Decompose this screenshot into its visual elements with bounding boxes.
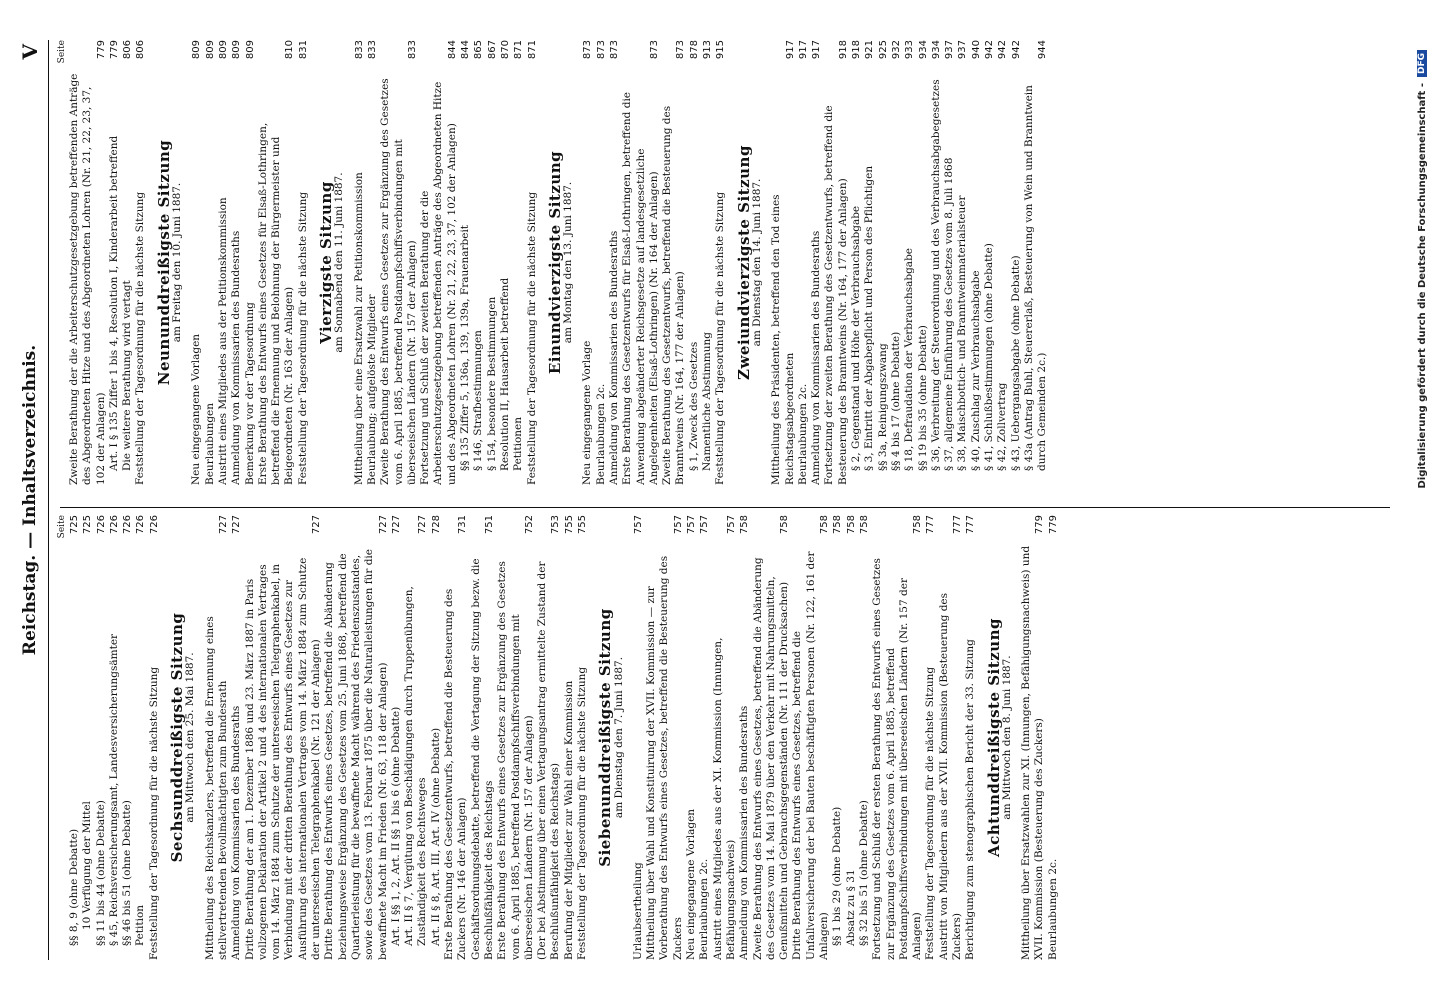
toc-entry-text: Erste Berathung des Entwurfs eines Gesetzes für Elsaß-Lothringen, betreffend die Ernennung und Belohnung der Bürgermeister und Beigeordneten (Nr. 163 der Anlagen) <box>256 122 296 485</box>
toc-entry-text: Beurlaubungen 2c. <box>1046 858 1059 960</box>
toc-entry-page: 873 <box>608 40 620 60</box>
toc-entry-text: § 36, Verbreitung der Steuerordnung und des Verbrauchsabgabegesetzes <box>929 79 942 471</box>
toc-entry-page: 726 <box>135 515 147 535</box>
session-heading: Siebenunddreißigste Sitzung <box>596 608 615 867</box>
toc-entry-page: 726 <box>148 515 160 535</box>
page-title: Reichstag. — Inhaltsverzeichnis. <box>20 344 40 656</box>
toc-entry <box>217 40 230 485</box>
toc-entry <box>701 40 714 485</box>
toc-entry-page: 917 <box>797 40 809 60</box>
toc-entry-text: 10 Verfügung der Mittel <box>81 801 94 930</box>
toc-entry-page: 806 <box>135 40 147 60</box>
toc-entry-page: 725 <box>69 515 80 535</box>
toc-entry <box>688 40 701 485</box>
toc-entry <box>403 515 430 960</box>
toc-entry <box>230 515 243 960</box>
toc-entry-page: 917 <box>811 40 823 60</box>
toc-entry <box>536 515 563 960</box>
toc-entry-page: 757 <box>672 515 684 535</box>
toc-entry-text: §§ 3a, Reinigungszwang <box>876 343 889 471</box>
toc-entry-text: Feststellung der Tagesordnung für die nächste Sitzung <box>575 666 588 960</box>
toc-entry-page: 757 <box>632 515 644 535</box>
toc-entry-text: Feststellung der Tagesordnung für die nächste Sitzung <box>296 191 309 485</box>
toc-entry <box>1023 40 1050 485</box>
toc-entry-text: Beurlaubungen 2c. <box>594 383 607 485</box>
toc-entry-text: §§ 19 bis 35 (ohne Debatte) <box>916 325 929 471</box>
list-items <box>204 515 590 960</box>
toc-entry-text: § 40, Zuschlag zur Verbrauchsabgabe <box>969 270 982 471</box>
toc-entry <box>68 40 108 485</box>
toc-entry <box>108 515 121 960</box>
toc-entry-text: Anmeldung von Kommissarien des Bundesraths <box>230 705 243 960</box>
toc-entry-text: Geschäftsordnungsdebatte, betreffend die Vertagung der Sitzung bezw. die Beschlußfähigkeit des Reichstags <box>469 558 495 960</box>
right-column <box>56 40 1396 485</box>
toc-entry <box>831 515 844 960</box>
toc-entry <box>353 40 366 485</box>
list-items <box>770 40 1049 485</box>
toc-entry-text: Zweite Berathung des Entwurfs eines Gesetzes zur Ergänzung des Gesetzes vom 6. April 1885, betreffend Postdampfschiffsverbindungen mit überseeischen Ländern (Nr. 157 der Anlagen) <box>379 78 418 485</box>
toc-entry <box>685 515 698 960</box>
toc-entry-text: Fortsetzung und Schluß der ersten Berathung des Entwurfs eines Gesetzes zur Ergänzung des Gesetzes vom 6. April 1885, betreffend Postdampfschiffsverbindungen mit überseeischen Ländern (Nr. 157 der Anlagen) <box>871 558 924 960</box>
toc-entry-page: 727 <box>311 515 323 535</box>
toc-entry-page: 940 <box>970 40 982 60</box>
toc-entry <box>257 40 297 485</box>
toc-entry-page: 937 <box>944 40 956 60</box>
toc-entry <box>581 40 594 485</box>
toc-entry <box>443 515 470 960</box>
toc-entry-text: Feststellung der Tagesordnung für die nächste Sitzung <box>714 191 727 485</box>
toc-entry-page: 758 <box>739 515 751 535</box>
toc-entry-text: Anmeldung von Kommissarien des Bundesraths <box>738 705 751 960</box>
toc-entry-text: Mittheilung des Präsidenten, betreffend den Tod eines Reichstagsabgeordneten <box>770 194 796 485</box>
toc-entry-text: Bemerkung vor der Tagesordnung <box>243 302 256 485</box>
toc-entry <box>563 515 576 960</box>
toc-entry-text: § 146, Strafbestimmungen <box>472 330 485 471</box>
toc-entry-page: 751 <box>483 515 495 535</box>
toc-entry-text: §§ 11 bis 44 (ohne Debatte) <box>94 800 107 946</box>
toc-entry-text: § 41, Schlußbestimmungen (ohne Debatte) <box>983 243 995 471</box>
toc-entry-text: § 1, Zweck des Gesetzes <box>687 341 700 471</box>
toc-entry <box>204 40 217 485</box>
toc-entry-text: Beurlaubungen <box>203 402 216 485</box>
session-heading: Achtunddreißigste Sitzung <box>984 617 1003 858</box>
toc-entry-text: § 43a (Antrag Buhl, Steuererlaß, Besteuerung von Wein und Branntwein durch Gemeinden 2c.) <box>1022 85 1049 471</box>
toc-entry-page: 944 <box>1037 40 1049 60</box>
toc-entry <box>698 515 711 960</box>
toc-entry-page: 758 <box>832 515 844 535</box>
toc-entry-text: Resolution II, Hausarbeit betreffend <box>498 277 511 471</box>
page-header <box>18 40 49 960</box>
toc-entry-text: Zweite Berathung der die Arbeiterschutzgesetzgebung betreffenden Anträge des Abgeordneten Hitze und des Abgeordneten Lohren (Nr. 21, 22, 23, 37, 102 der Anlagen) <box>68 73 107 485</box>
toc-entry-page: 779 <box>108 40 120 60</box>
toc-entry-text: Neu eingegangene Vorlage <box>581 340 594 485</box>
toc-entry-page: 917 <box>784 40 796 60</box>
toc-entry-page: 727 <box>231 515 243 535</box>
toc-entry <box>148 515 161 960</box>
toc-entry-text: § 37, allgemeine Einführung des Gesetzes vom 8. Juli 1868 <box>943 157 956 471</box>
list-items <box>68 515 161 960</box>
list-items <box>68 40 148 485</box>
toc-entry-text: Petitionen <box>512 416 525 471</box>
dfg-text: Digitalisierung gefördert durch die Deutsche Forschungsgemeinschaft - <box>1416 83 1428 489</box>
list-items <box>581 40 727 485</box>
toc-entry-text: Erste Berathung des Gesetzentwurfs, betreffend die Besteuerung des Zuckers (Nr. 146 der Anlagen) <box>443 588 469 960</box>
toc-entry-page: 755 <box>576 515 588 535</box>
toc-entry-text: Austritt von Mitgliedern aus der XVII. Kommission (Besteuerung des Zuckers) <box>937 592 963 960</box>
column-divider <box>60 507 1390 508</box>
digitization-note <box>1415 50 1429 950</box>
toc-entry-page: 779 <box>95 40 107 60</box>
toc-entry-text: Fortsetzung und Schluß der zweiten Berathung der die Arbeiterschutzgesetzgebung betreffenden Anträge des Abgeordneten Hitze und des Abgeordneten Lohren (Nr. 21, 22, 23, 37, 102 der Anlagen) <box>419 81 458 485</box>
toc-entry-page: 918 <box>837 40 849 60</box>
toc-entry-text: Beurlaubung; aufgelöste Mitglieder <box>365 294 378 485</box>
toc-entry <box>983 40 996 485</box>
toc-entry-page: 758 <box>779 515 791 535</box>
toc-entry-text: Mittheilung über eine Ersatzwahl zur Petitionskommission <box>352 172 365 485</box>
toc-entry-page: 806 <box>122 40 134 60</box>
toc-entry-text: Neu eingegangene Vorlagen <box>190 333 203 485</box>
toc-entry <box>95 515 108 960</box>
toc-entry-text: § 45, Reichsversicherungsamt, Landesversicherungsämter <box>107 633 120 946</box>
toc-entry-page: 752 <box>523 515 535 535</box>
toc-entry <box>1010 40 1023 485</box>
toc-entry <box>964 515 977 960</box>
toc-entry-text: Anmeldung von Kommissarien des Bundesraths <box>230 230 243 485</box>
toc-entry <box>486 40 499 485</box>
toc-entry <box>621 40 661 485</box>
toc-entry <box>190 40 203 485</box>
session-date: am Mittwoch den 8. Juni 1887. <box>1000 655 1013 820</box>
toc-entry <box>81 515 94 960</box>
toc-entry-page: 757 <box>725 515 737 535</box>
toc-entry <box>595 40 608 485</box>
toc-entry-text: § 38, Maischbottich- und Branntweinmaterialsteuer <box>956 195 969 471</box>
toc-entry-page: 779 <box>1047 515 1059 535</box>
session-date: am Dienstag den 7. Juni 1887. <box>612 656 625 819</box>
toc-entry-text: Absatz zu § 31 <box>844 869 857 946</box>
toc-entry <box>230 40 243 485</box>
toc-entry-page: 873 <box>582 40 594 60</box>
toc-entry <box>499 40 512 485</box>
toc-entry-page: 777 <box>952 515 963 535</box>
toc-entry-text: Mittheilung über Wahl und Konstituirung der XVII. Kommission — zur Vorberathung des Entwurfs eines Gesetzes, betreffend die Besteuerung des Zuckers <box>645 555 684 960</box>
toc-entry-text: Mittheilung des Reichskanzlers, betreffend die Ernennung eines stellvertretenden Bevollmächtigten zum Bundesrath <box>203 616 229 960</box>
toc-entry-page: 844 <box>446 40 458 60</box>
toc-entry-text: Dritte Berathung des Entwurfs eines Gesetzes, betreffend die Unfallversicherung der bei Bauten beschäftigten Personen (Nr. 122, 161 der Anlagen) <box>791 551 831 960</box>
toc-entry <box>738 515 751 960</box>
toc-entry-page: 925 <box>877 40 889 60</box>
dfg-logo: DFG <box>1417 50 1427 77</box>
list-items <box>1020 515 1060 960</box>
toc-entry <box>850 40 863 485</box>
toc-entry-page: 726 <box>95 515 107 535</box>
toc-entry-page: 865 <box>473 40 485 60</box>
toc-entry-text: Art. II § 8, Art. III, Art. IV (ohne Debatte) <box>429 727 442 946</box>
list-items <box>190 40 310 485</box>
toc-entry-text: Petition <box>134 904 147 946</box>
toc-entry-text: (Der bei Abstimmung über einen Vertagungsantrag ermittelte Zustand der Beschlußunfähigkeit des Reichstags) <box>536 561 562 960</box>
toc-entry <box>459 40 472 485</box>
toc-entry <box>134 515 147 960</box>
toc-entry <box>366 40 379 485</box>
toc-entry <box>890 40 903 485</box>
toc-entry-text: § 3, Eintritt der Abgabepflicht und Person des Pflichtigen <box>863 165 876 471</box>
toc-entry-page: 809 <box>191 40 203 60</box>
toc-entry-page: 779 <box>1034 515 1046 535</box>
toc-entry-text: Neu eingegangene Vorlagen <box>685 808 698 960</box>
toc-entry <box>244 40 257 485</box>
toc-entry <box>68 515 81 960</box>
toc-entry-text: §§ 1 bis 29 (ohne Debatte) <box>831 806 844 946</box>
toc-entry-page: 937 <box>957 40 969 60</box>
toc-entry <box>512 40 525 485</box>
toc-entry <box>903 40 916 485</box>
session-heading: Sechsunddreißigste Sitzung <box>168 612 187 863</box>
session-date: am Mittwoch den 25. Mai 1887. <box>184 652 197 823</box>
toc-entry-page: 844 <box>460 40 472 60</box>
session-date: am Sonnabend den 11. Juni 1887. <box>333 172 346 353</box>
session-heading: Zweiundvierzigste Sitzung <box>734 145 753 380</box>
toc-entry <box>204 515 231 960</box>
toc-entry-page: 878 <box>688 40 700 60</box>
toc-entry-text: Die weitere Berathung wird vertagt <box>121 280 134 471</box>
session-heading: Vierzigste Sitzung <box>317 181 336 344</box>
toc-entry-page: 758 <box>819 515 831 535</box>
toc-entry-text: Berichtigung zum stenographischen Bericht der 33. Sitzung <box>964 639 977 960</box>
toc-entry-page: 870 <box>499 40 511 60</box>
toc-entry-text: Urlaubsertheilung <box>631 862 644 960</box>
toc-entry <box>526 40 539 485</box>
toc-entry-page: 934 <box>917 40 929 60</box>
toc-entry <box>323 515 389 960</box>
toc-entry-text: §§ 8, 9 (ohne Debatte) <box>68 828 80 946</box>
toc-entry-page: 942 <box>984 40 995 60</box>
toc-entry-page: 727 <box>217 515 229 535</box>
toc-entry <box>917 40 930 485</box>
page-number: V <box>18 44 42 60</box>
toc-entry-text: Feststellung der Tagesordnung für die nächste Sitzung <box>525 191 538 485</box>
toc-entry-page: 777 <box>965 515 977 535</box>
toc-entry-page: 942 <box>997 40 1009 60</box>
toc-entry <box>419 40 459 485</box>
toc-entry <box>924 515 937 960</box>
toc-entry <box>714 40 727 485</box>
toc-entry-text: Feststellung der Tagesordnung für die nächste Sitzung <box>147 666 160 960</box>
toc-entry-text: Erste Berathung des Entwurfs eines Gesetzes zur Ergänzung des Gesetzes vom 6. April 1885, betreffend Postdampfschiffsverbindungen mit überseeischen Ländern (Nr. 157 der Anlagen) <box>496 561 535 960</box>
toc-entry-page: 810 <box>284 40 296 60</box>
toc-entry <box>1020 515 1047 960</box>
toc-entry <box>134 40 147 485</box>
toc-entry-page: 758 <box>858 515 870 535</box>
toc-entry-page: 873 <box>648 40 660 60</box>
toc-entry-page: 932 <box>890 40 902 60</box>
toc-entry-text: Dritte Berathung der am 1. Dezember 1886 und 23. März 1887 in Paris vollzogenen Deklaration der Artikel 2 und 4 des internationalen Vertrages vom 14. März 1884 zum Schutze der unterseeischen Telegraphenkabel, in Verbindung mit der dritten Berathung des Entwurfs eines Gesetzes zur Ausführung des internationalen Vertrages vom 14. März 1884 zum Schutze der unterseeischen Telegraphenkabel (Nr. 121 der Anlagen) <box>243 557 323 960</box>
toc-entry <box>244 515 324 960</box>
toc-entry <box>770 40 797 485</box>
toc-entry-text: Beurlaubungen 2c. <box>698 858 711 960</box>
toc-entry <box>943 40 956 485</box>
toc-entry-text: Feststellung der Tagesordnung für die nächste Sitzung <box>134 191 147 485</box>
toc-entry-text: Austritt eines Mitgliedes aus der Petitionskommission <box>216 197 229 485</box>
toc-entry-text: Austritt eines Mitgliedes aus der XI. Kommission (Innungen, Befähigungsnachweis) <box>711 637 737 960</box>
toc-entry-page: 777 <box>925 515 937 535</box>
toc-entry <box>430 515 443 960</box>
toc-entry-text: Zweite Berathung des Gesetzentwurfs, betreffend die Besteuerung des Branntweins (Nr. 164, 177 der Anlagen) <box>661 105 687 485</box>
toc-entry-page: 913 <box>702 40 714 60</box>
toc-entry-text: Mittheilung über Ersatzwahlen zur XI. (Innungen, Befähigungsnachweis) und XVII. Kommission (Besteuerung des Zuckers) <box>1020 545 1046 960</box>
toc-entry <box>845 515 858 960</box>
toc-entry-page: 867 <box>486 40 498 60</box>
toc-entry-page: 921 <box>864 40 876 60</box>
toc-entry <box>970 40 983 485</box>
toc-entry <box>996 40 1009 485</box>
toc-entry-page: 833 <box>366 40 378 60</box>
toc-entry-page: 727 <box>390 515 402 535</box>
session-heading: Neununddreißigste Sitzung <box>154 139 173 386</box>
toc-entry-page: 918 <box>851 40 863 60</box>
toc-entry-page: 873 <box>595 40 607 60</box>
session-date: am Dienstag den 14. Juni 1887. <box>750 178 763 347</box>
toc-entry <box>791 515 831 960</box>
toc-entry-text: § 2, Gegenstand und Höhe der Verbrauchsabgabe <box>850 205 863 471</box>
toc-entry-page: 727 <box>377 515 389 535</box>
toc-entry-page: 728 <box>430 515 442 535</box>
toc-entry-text: Berufung der Mitglieder zur Wahl einer Kommission <box>562 680 575 960</box>
toc-entry-text: Beurlaubungen 2c. <box>796 383 809 485</box>
toc-entry-page: 915 <box>715 40 727 60</box>
toc-entry-page: 831 <box>297 40 309 60</box>
toc-entry <box>390 515 403 960</box>
toc-entry-text: § 43, Uebergangsabgabe (ohne Debatte) <box>1009 255 1022 471</box>
toc-entry-page: 757 <box>686 515 698 535</box>
toc-entry-text: Dritte Berathung des Entwurfs eines Gesetzes, betreffend die Abänderung beziehungsweise Ergänzung des Gesetzes vom 25. Juni 1868, betreffend die Quartierleistung für die bewaffnete Macht während des Friedenszustandes, sowie des Gesetzes vom 13. Februar 1875 über die Naturalleistungen für die bewaffnete Macht im Frieden (Nr. 63, 118 der Anlagen) <box>323 548 389 960</box>
toc-entry-text: Namentliche Abstimmung <box>701 332 714 471</box>
toc-entry-page: 809 <box>244 40 256 60</box>
toc-entry <box>379 40 419 485</box>
toc-entry-page: 758 <box>845 515 857 535</box>
toc-entry <box>496 515 536 960</box>
toc-entry-page: 809 <box>217 40 229 60</box>
toc-entry <box>956 40 969 485</box>
list-items <box>353 40 539 485</box>
toc-entry-text: Fortsetzung der zweiten Berathung des Gesetzentwurfs, betreffend die Besteuerung des Branntweins (Nr. 164, 177 der Anlagen) <box>823 105 849 485</box>
toc-entry <box>108 40 121 485</box>
session-date: am Montag den 13. Juni 1887. <box>562 181 575 344</box>
toc-entry <box>121 515 134 960</box>
session-heading: Einundvierzigste Sitzung <box>545 150 564 375</box>
toc-entry-page: 809 <box>231 40 243 60</box>
toc-entry-page: 725 <box>82 515 94 535</box>
toc-entry-text: §§ 135 Ziffer 5, 136a, 139, 139a, Frauenarbeit <box>459 224 472 471</box>
toc-entry-page: 871 <box>526 40 538 60</box>
toc-entry-page: 726 <box>108 515 120 535</box>
toc-entry <box>661 40 688 485</box>
toc-entry-page: 727 <box>417 515 429 535</box>
toc-entry <box>632 515 645 960</box>
toc-entry <box>877 40 890 485</box>
toc-entry-page: 873 <box>675 40 687 60</box>
toc-entry-page: 731 <box>457 515 469 535</box>
toc-entry <box>752 515 792 960</box>
toc-entry-text: §§ 46 bis 51 (ohne Debatte) <box>121 800 134 946</box>
toc-entry <box>608 40 621 485</box>
toc-entry <box>938 515 965 960</box>
toc-entry-text: Art. II § 7, Vergütung von Beschädigungen durch Truppenübungen, Zuständigkeit des Rechtsweges <box>403 586 429 946</box>
toc-entry-text: Art. I §§ 1, 2, Art. II §§ 1 bis 6 (ohne Debatte) <box>389 706 402 946</box>
toc-entry-page: 871 <box>513 40 525 60</box>
toc-entry <box>472 40 485 485</box>
toc-entry <box>470 515 497 960</box>
toc-entry <box>810 40 823 485</box>
toc-entry-page: 753 <box>550 515 562 535</box>
toc-entry-page: 833 <box>353 40 365 60</box>
seite-label: Seite <box>57 40 67 64</box>
toc-entry-page: 833 <box>406 40 418 60</box>
toc-entry-text: §§ 32 bis 51 (ohne Debatte) <box>857 800 870 946</box>
toc-entry <box>121 40 134 485</box>
toc-entry-text: § 42, Zollvertrag <box>996 382 1009 471</box>
toc-entry-text: Anmeldung von Kommissarien des Bundesraths <box>810 230 823 485</box>
list-items <box>632 515 978 960</box>
toc-entry <box>712 515 739 960</box>
toc-entry <box>858 515 871 960</box>
toc-entry-text: Feststellung der Tagesordnung für die nächste Sitzung <box>924 666 937 960</box>
toc-entry-text: Erste Berathung des Gesetzentwurfs für Elsaß-Lothringen, betreffend die Anwendung abgeänderter Reichsgesetze auf landesgesetzliche Angelegenheiten (Elsaß-Lothringen) (Nr. 164 der Anlagen) <box>621 91 660 485</box>
toc-entry <box>576 515 589 960</box>
toc-entry-page: 757 <box>699 515 711 535</box>
left-column <box>56 515 1396 960</box>
toc-entry <box>930 40 943 485</box>
toc-entry <box>297 40 310 485</box>
toc-entry-text: Art. I § 135 Ziffer 1 bis 4, Resolution I, Kinderarbeit betreffend <box>107 135 120 471</box>
toc-entry <box>863 40 876 485</box>
toc-entry-page: 809 <box>204 40 216 60</box>
toc-entry-text: §§ 4 bis 17 (ohne Debatte) <box>889 331 902 471</box>
toc-entry-text: § 154, besondere Bestimmungen <box>485 296 498 471</box>
toc-entry <box>871 515 924 960</box>
session-date: am Freitag den 10. Juni 1887. <box>171 182 184 343</box>
toc-entry-page: 933 <box>904 40 916 60</box>
toc-entry-page: 755 <box>563 515 575 535</box>
toc-entry <box>645 515 685 960</box>
toc-entry <box>823 40 850 485</box>
seite-label: Seite <box>57 515 67 539</box>
toc-entry-text: § 18, Defraudation der Verbrauchsabgabe <box>903 247 916 471</box>
toc-entry-text: Zweite Berathung des Entwurfs eines Gesetzes, betreffend die Abänderung des Gesetzes vom 14. Mai 1879 über den Verkehr mit Nahrungsmitteln, Genußmitteln und Gebrauchsgegenständen (Nr. 111 der Drucksachen) <box>751 557 791 960</box>
toc-entry-page: 934 <box>930 40 942 60</box>
toc-entry <box>797 40 810 485</box>
toc-entry <box>1047 515 1060 960</box>
toc-entry-page: 758 <box>912 515 924 535</box>
toc-entry-page: 942 <box>1010 40 1022 60</box>
toc-entry-page: 726 <box>122 515 134 535</box>
toc-entry-text: Anmeldung von Kommissarien des Bundesraths <box>607 230 620 485</box>
